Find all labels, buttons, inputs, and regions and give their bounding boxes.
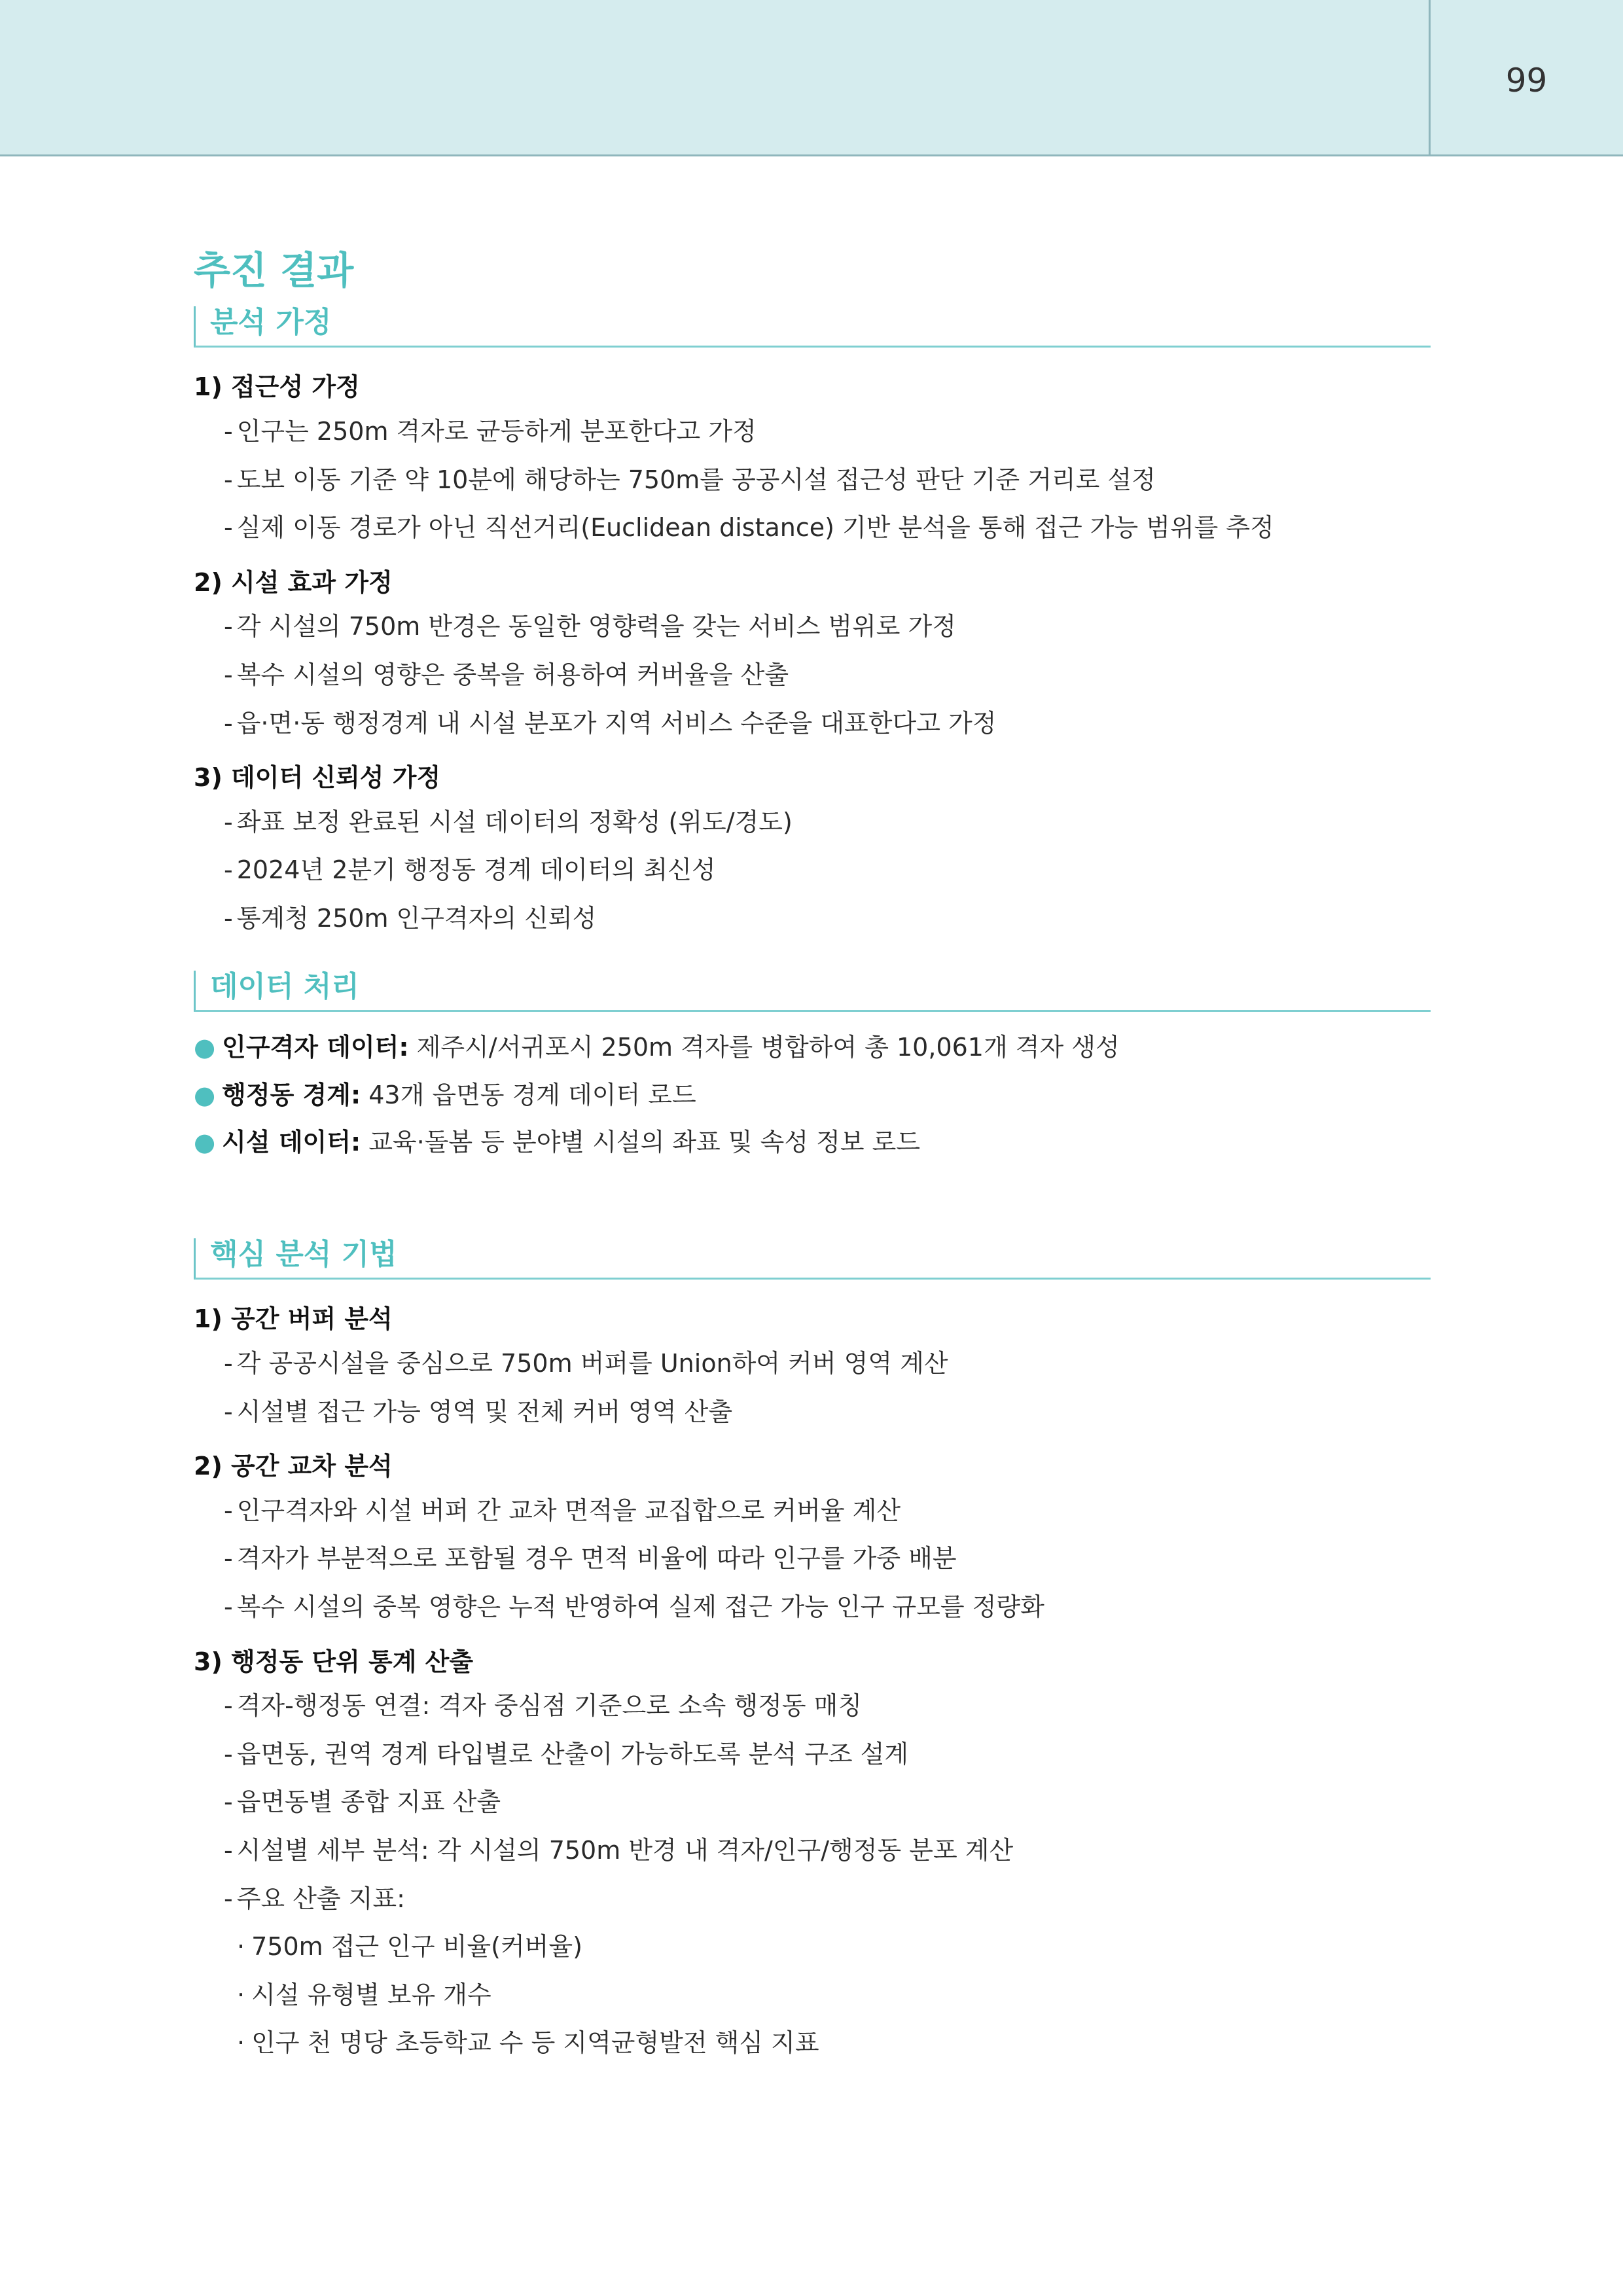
bullet-item: ● 시설 데이터: 교육·돌봄 등 분야별 시설의 좌표 및 속성 정보 로드 (194, 1128, 921, 1157)
main-title: 추진 결과 (194, 248, 354, 293)
list-item: - 복수 시설의 중복 영향은 누적 반영하여 실제 접근 가능 인구 규모를 정량화 (224, 1592, 1044, 1622)
section-heading-label: 분석 가정 (210, 305, 332, 339)
list-item: - 2024년 2분기 행정동 경계 데이터의 최신성 (224, 855, 716, 885)
list-item: - 읍면동, 권역 경계 타입별로 산출이 가능하도록 분석 구조 설계 (224, 1739, 909, 1768)
list-item: - 인구는 250m 격자로 균등하게 분포한다고 가정 (224, 416, 757, 446)
bullet-dot-icon: ● (194, 1080, 216, 1109)
bullet-list (194, 1033, 1431, 1158)
list-item: - 인구격자와 시설 버퍼 간 교차 면적을 교집합으로 커버율 계산 (224, 1496, 901, 1525)
list-item: - 시설별 세부 분석: 각 시설의 750m 반경 내 격자/인구/행정동 분포 계산 (224, 1836, 1014, 1865)
page-number: 99 (1505, 62, 1548, 99)
section-heading-label: 핵심 분석 기법 (210, 1237, 397, 1271)
group-title: 3) 행정동 단위 통계 산출 (194, 1647, 474, 1676)
group-title: 1) 접근성 가정 (194, 372, 360, 402)
bullet-dot-icon: ● (194, 1033, 216, 1062)
list-item: - 각 시설의 750m 반경은 동일한 영향력을 갖는 서비스 범위로 가정 (224, 612, 956, 641)
list-item: - 격자-행정동 연결: 격자 중심점 기준으로 소속 행정동 매칭 (224, 1691, 863, 1721)
section-heading-label: 데이터 처리 (210, 969, 359, 1003)
section-heading-assumptions (194, 306, 1431, 348)
list-item: - 격자가 부분적으로 포함될 경우 면적 비율에 따라 인구를 가중 배분 (224, 1544, 957, 1573)
header-band (0, 0, 1623, 156)
list-item: - 좌표 보정 완료된 시설 데이터의 정확성 (위도/경도) (224, 807, 793, 836)
list-item: - 복수 시설의 영향은 중복을 허용하여 커버율을 산출 (224, 660, 789, 689)
header-divider (1429, 0, 1431, 154)
list-item: - 읍·면·동 행정경계 내 시설 분포가 지역 서비스 수준을 대표한다고 가정 (224, 708, 997, 738)
list-item: - 각 공공시설을 중심으로 750m 버퍼를 Union하여 커버 영역 계산 (224, 1349, 948, 1378)
group-title: 2) 시설 효과 가정 (194, 567, 393, 597)
sub-list-item: · 750m 접근 인구 비율(커버율) (237, 1932, 582, 1962)
sub-list-item: · 시설 유형별 보유 개수 (237, 1980, 491, 2009)
group-title: 1) 공간 버퍼 분석 (194, 1304, 393, 1334)
bullet-item: ● 행정동 경계: 43개 읍면동 경계 데이터 로드 (194, 1080, 696, 1109)
sub-list-item: · 인구 천 명당 초등학교 수 등 지역균형발전 핵심 지표 (237, 2028, 819, 2058)
list-item: - 통계청 250m 인구격자의 신뢰성 (224, 903, 597, 933)
page-content (194, 250, 1431, 2058)
list-item: - 읍면동별 종합 지표 산출 (224, 1787, 501, 1817)
group-title: 2) 공간 교차 분석 (194, 1452, 393, 1481)
section-heading-methods (194, 1238, 1431, 1280)
list-item: - 주요 산출 지표: (224, 1884, 405, 1913)
list-item: - 시설별 접근 가능 영역 및 전체 커버 영역 산출 (224, 1397, 733, 1426)
list-item: - 실제 이동 경로가 아닌 직선거리(Euclidean distance) 기반 분석을 통해 접근 가능 범위를 추정 (224, 513, 1274, 543)
section-heading-data-processing (194, 971, 1431, 1013)
group-title: 3) 데이터 신뢰성 가정 (194, 763, 441, 793)
bullet-dot-icon: ● (194, 1128, 216, 1157)
bullet-item: ● 인구격자 데이터: 제주시/서귀포시 250m 격자를 병합하여 총 10,061개 격자 생성 (194, 1033, 1120, 1062)
list-item: - 도보 이동 기준 약 10분에 해당하는 750m를 공공시설 접근성 판단 기준 거리로 설정 (224, 465, 1156, 494)
